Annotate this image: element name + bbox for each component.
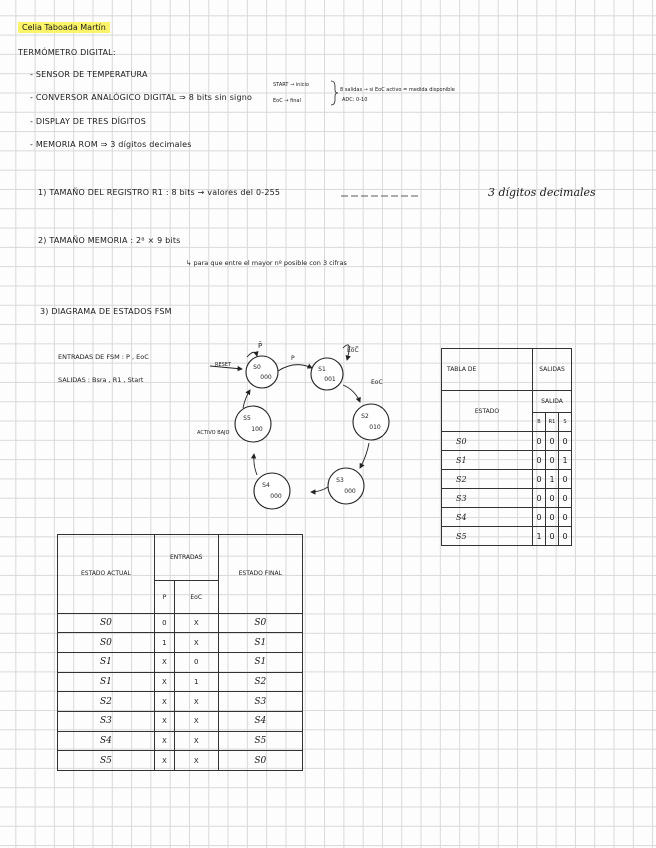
output-row-value: 0 [546,489,559,508]
state-s0-out: 000 [260,374,272,381]
state-s1-name: S1 [318,366,326,373]
output-table-row [442,451,572,470]
output-sub-b: B [533,413,546,432]
loop-s0-label: P̄ [258,342,263,350]
brace-icon [330,80,338,106]
trans-row-actual: S5 [58,751,155,771]
fsm-inputs: ENTRADAS DE FSM : P , EoC [58,353,149,361]
state-s0-name: S0 [253,364,261,371]
trans-row-final: S4 [218,711,302,731]
transition-table-row [58,731,303,751]
output-table-row [442,527,572,546]
transition-table-row [58,652,303,672]
state-s5-out: 100 [251,426,263,433]
transition-table-row [58,692,303,712]
output-sub-s: S [559,413,572,432]
q1-right-note: 3 dígitos decimales [488,186,596,199]
trans-row-eoc: X [174,613,218,633]
trans-row-actual: S3 [58,711,155,731]
output-table-row [442,432,572,451]
trans-row-eoc: 0 [174,652,218,672]
output-row-value: 0 [559,432,572,451]
brace-start: START → inicio [273,82,309,88]
state-s1 [311,358,343,390]
fsm-outputs: SALIDAS : Bsra , R1 , Start [58,376,144,384]
output-table-title: TABLA DE [442,349,533,391]
output-row-state: S4 [442,508,533,527]
trans-row-p: X [154,672,174,692]
output-row-value: 0 [546,451,559,470]
output-row-value: 1 [546,470,559,489]
state-s3 [328,468,364,504]
trans-row-actual: S1 [58,652,155,672]
output-table-row [442,489,572,508]
output-row-value: 1 [533,527,546,546]
trans-header-inputs: ENTRADAS [154,535,218,581]
heading: TERMÓMETRO DIGITAL: [18,48,116,57]
transition-table-row [58,672,303,692]
transition-table-row [58,633,303,653]
trans-row-actual: S0 [58,613,155,633]
trans-row-p: X [154,751,174,771]
trans-row-eoc: X [174,731,218,751]
trans-row-actual: S0 [58,633,155,653]
transition-table-row [58,613,303,633]
output-row-value: 0 [559,489,572,508]
trans-sub-p: P [154,581,174,613]
state-s2 [353,404,389,440]
transition-table-row [58,711,303,731]
trans-row-p: 0 [154,613,174,633]
bullet-sensor: - SENSOR DE TEMPERATURA [30,70,148,79]
edge-eoc-label: EoC [371,379,383,386]
state-s5 [235,406,271,442]
state-s1-out: 001 [324,376,336,383]
state-s5-name: S5 [243,415,251,422]
output-out-header: SALIDA [533,390,572,413]
output-table-title2: SALIDAS [533,349,572,391]
output-row-state: S0 [442,432,533,451]
output-row-value: 0 [546,432,559,451]
output-row-state: S3 [442,489,533,508]
trans-row-p: X [154,711,174,731]
brace-adc: ADC: 0-10 [342,97,368,103]
trans-row-eoc: X [174,633,218,653]
output-row-state: S5 [442,527,533,546]
author-name: Celia Taboada Martín [18,22,110,33]
q3-text: 3) DIAGRAMA DE ESTADOS FSM [40,307,172,316]
output-row-value: 0 [559,508,572,527]
trans-row-p: 1 [154,633,174,653]
output-row-value: 0 [559,527,572,546]
state-s0 [246,356,278,388]
output-row-state: S1 [442,451,533,470]
trans-row-final: S0 [218,613,302,633]
state-s2-name: S2 [361,413,369,420]
output-row-state: S2 [442,470,533,489]
trans-row-eoc: X [174,692,218,712]
output-row-value: 0 [546,508,559,527]
output-table [441,348,572,546]
bullet-memory: - MEMORIA ROM ⇒ 3 dígitos decimales [30,140,192,149]
bullet-display: - DISPLAY DE TRES DÍGITOS [30,117,146,126]
trans-row-final: S0 [218,751,302,771]
output-table-row [442,470,572,489]
trans-sub-eoc: EoC [174,581,218,613]
output-row-value: 1 [559,451,572,470]
output-sub-r1: R1 [546,413,559,432]
state-s2-out: 010 [369,424,381,431]
state-s3-out: 000 [344,488,356,495]
trans-row-actual: S1 [58,672,155,692]
output-row-value: 0 [546,527,559,546]
trans-row-eoc: X [174,751,218,771]
active-label: ACTIVO BAJO [197,430,230,436]
output-row-value: 0 [533,451,546,470]
q2-note: ↳ para que entre el mayor nº posible con 3 cifras [186,259,347,267]
transition-table [57,534,303,771]
bullet-converter: - CONVERSOR ANALÓGICO DIGITAL ⇒ 8 bits sin signo [30,93,253,102]
q1-text: 1) TAMAÑO DEL REGISTRO R1 : 8 bits → valores del 0-255 [38,188,281,197]
loop-s1-label: E̅o̅C̅ [347,347,359,354]
reset-label: RESET [215,362,232,368]
trans-row-p: X [154,692,174,712]
output-row-value: 0 [533,508,546,527]
state-s4 [254,473,290,509]
output-row-value: 0 [533,470,546,489]
trans-row-final: S2 [218,672,302,692]
trans-row-final: S1 [218,652,302,672]
output-row-value: 0 [559,470,572,489]
state-s4-out: 000 [270,493,282,500]
trans-row-actual: S2 [58,692,155,712]
trans-row-final: S3 [218,692,302,712]
transition-table-row [58,751,303,771]
edge-p-label: P [291,355,295,362]
trans-header-actual: ESTADO ACTUAL [58,535,155,614]
trans-header-final: ESTADO FINAL [218,535,302,614]
brace-eoc: EoC → final [273,98,301,104]
trans-row-eoc: X [174,711,218,731]
trans-row-p: X [154,652,174,672]
trans-row-actual: S4 [58,731,155,751]
trans-row-p: X [154,731,174,751]
trans-row-eoc: 1 [174,672,218,692]
trans-row-final: S1 [218,633,302,653]
state-diagram [195,330,430,520]
brace-outputs: 8 salidas → si EoC activo = medida disponible [340,87,455,93]
output-table-row [442,508,572,527]
output-row-value: 0 [533,489,546,508]
q2-text: 2) TAMAÑO MEMORIA : 2⁸ × 9 bits [38,236,181,245]
trans-row-final: S5 [218,731,302,751]
bit-underscores [340,193,422,203]
state-s4-name: S4 [262,482,270,489]
output-row-value: 0 [533,432,546,451]
output-state-header: ESTADO [442,390,533,432]
state-s3-name: S3 [336,477,344,484]
